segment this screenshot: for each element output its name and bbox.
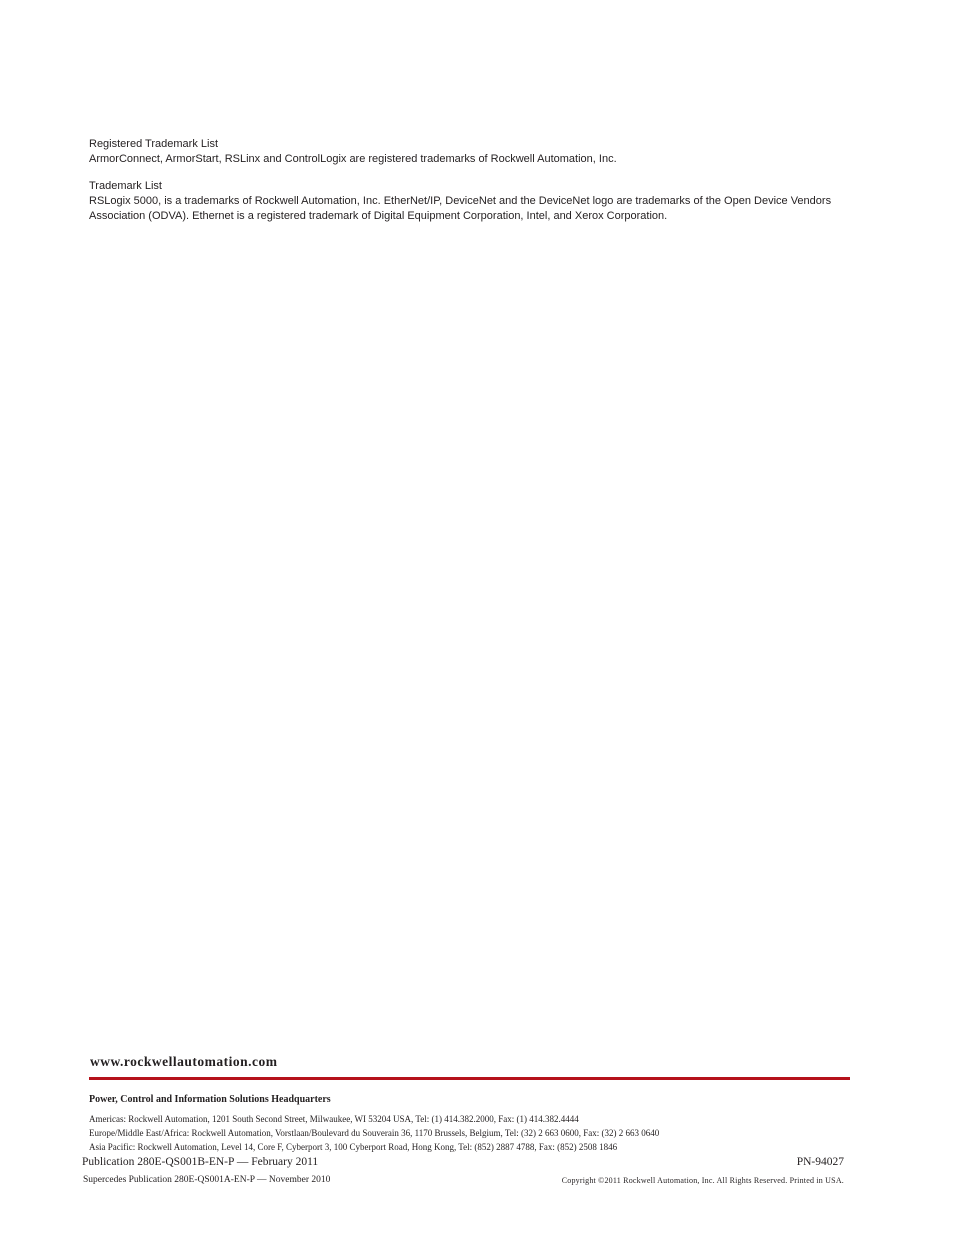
registered-trademark-heading: Registered Trademark List xyxy=(89,138,218,150)
website-link[interactable]: www.rockwellautomation.com xyxy=(90,1054,278,1069)
registered-trademark-text: ArmorConnect, ArmorStart, RSLinx and ControlLogix are registered trademarks of Rockwell Automation, Inc. xyxy=(89,153,617,165)
publication-number: Publication 280E-QS001B-EN-P — February 2011 xyxy=(82,1156,319,1168)
supercedes-row xyxy=(82,1175,844,1189)
headquarters-addresses xyxy=(89,1112,851,1154)
publication-row xyxy=(82,1156,844,1172)
hq-address-emea: Europe/Middle East/Africa: Rockwell Automation, Vorstlaan/Boulevard du Souverain 36, 1170 Brussels, Belgium, Tel: (32) 2 663 0600, Fax: (32) 2 663 0640 xyxy=(89,1128,660,1138)
trademark-section xyxy=(89,137,879,224)
hq-address-asia-pacific: Asia Pacific: Rockwell Automation, Level 14, Core F, Cyberport 3, 100 Cyberport Road, Hong Kong, Tel: (852) 2887 4788, Fax: (852) 2508 1846 xyxy=(89,1142,618,1152)
copyright-notice: Copyright ©2011 Rockwell Automation, Inc. All Rights Reserved. Printed in USA. xyxy=(561,1176,844,1185)
registered-trademark-block xyxy=(89,137,879,167)
trademark-text: RSLogix 5000, is a trademarks of Rockwell Automation, Inc. EtherNet/IP, DeviceNet and the DeviceNet logo are trademarks of the Open Device Vendors Association (ODVA). Ethernet is a registered trademark of Digital Equipment Corporation, Intel, and Xerox Corporation. xyxy=(89,195,832,222)
supercedes-note: Supercedes Publication 280E-QS001A-EN-P — November 2010 xyxy=(83,1175,331,1185)
trademark-block xyxy=(89,179,879,224)
footer-divider xyxy=(89,1077,850,1080)
headquarters-title: Power, Control and Information Solutions Headquarters xyxy=(89,1094,331,1105)
part-number: PN-94027 xyxy=(796,1156,844,1168)
hq-address-americas: Americas: Rockwell Automation, 1201 South Second Street, Milwaukee, WI 53204 USA, Tel: (1) 414.382.2000, Fax: (1) 414.382.4444 xyxy=(89,1114,579,1124)
footer xyxy=(89,1053,851,1154)
trademark-heading: Trademark List xyxy=(89,180,162,192)
